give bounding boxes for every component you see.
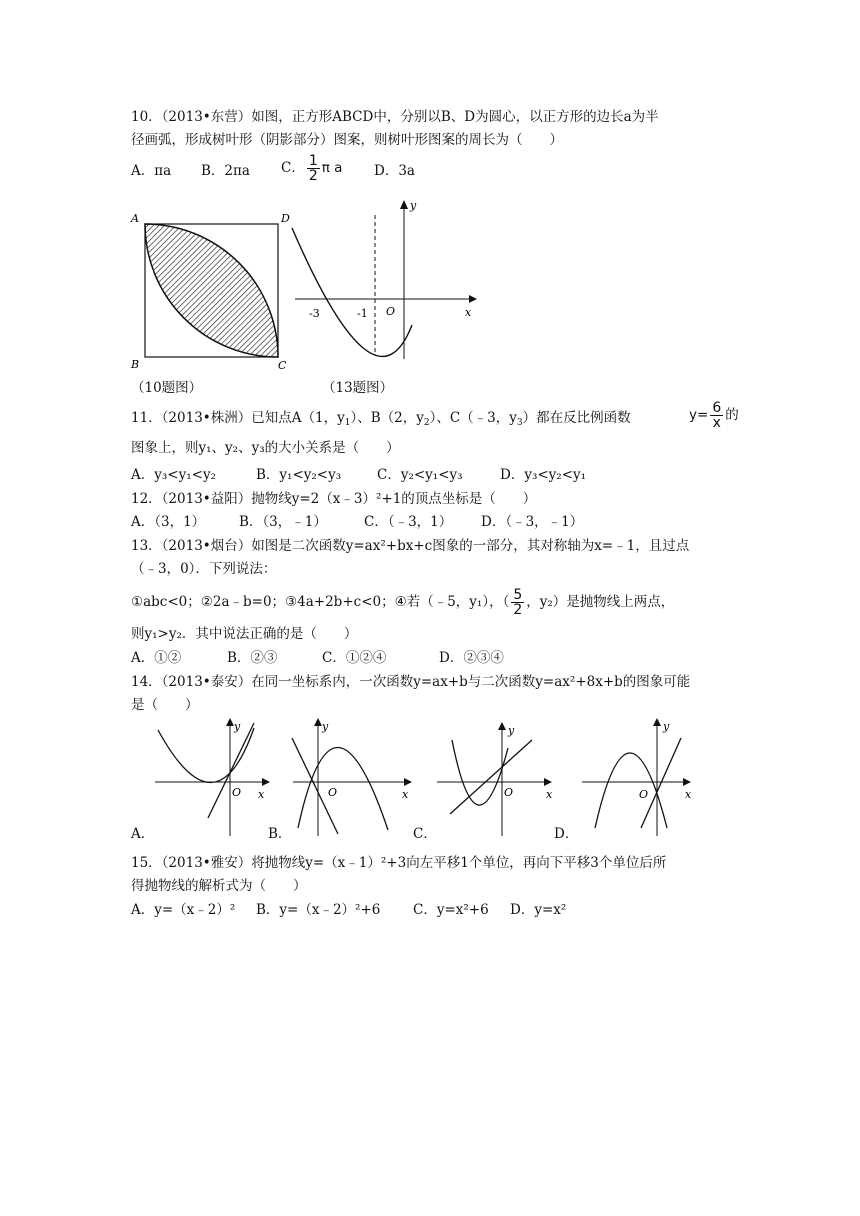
- origin-label: O: [504, 786, 514, 799]
- origin-label: O: [232, 786, 242, 799]
- q13-option-a: A．①②: [131, 650, 182, 666]
- q11-func-prefix: y=: [689, 407, 709, 423]
- y-axis-label: y: [322, 720, 329, 733]
- q13-line3-post: ，y₂）是抛物线上两点，: [526, 594, 675, 610]
- q10-option-c-den: 2: [308, 168, 318, 184]
- q12-line1: 12．（2013•益阳）抛物线y=2（x﹣3）²+1的顶点坐标是（ ）: [131, 491, 537, 507]
- q10-option-d: D．3a: [374, 163, 415, 179]
- q11-text-b: ）、B（2，y: [350, 410, 424, 426]
- q11-option-b: B．y₁<y₂<y₃: [256, 467, 342, 483]
- q11-line2: 图象上，则y₁、y₂、y₃的大小关系是（ ）: [131, 440, 400, 456]
- q15-option-d: D．y=x²: [510, 902, 567, 918]
- q13-option-b: B．②③: [227, 650, 278, 666]
- leaf-shaded-region: [145, 224, 278, 357]
- origin-label: O: [328, 786, 338, 799]
- q14-graph-b: [288, 718, 418, 838]
- origin-label: O: [639, 788, 649, 801]
- q11-sub1: 1: [344, 418, 351, 428]
- q11-option-c: C．y₂<y₁<y₃: [377, 467, 463, 483]
- figure-13-caption: （13题图）: [322, 380, 394, 396]
- line-graph: [450, 740, 532, 814]
- q11-func-tail: 的: [725, 407, 739, 423]
- q10-option-c-prefix: C．: [281, 160, 305, 176]
- q11-line1: [131, 409, 631, 432]
- q10-option-a: A．πa: [131, 163, 172, 179]
- y-axis-label: y: [410, 199, 417, 212]
- q10-line2: 径画弧，形成树叶形（阴影部分）图案，则树叶形图案的周长为（ ）: [131, 132, 563, 148]
- q15-line1: 15．（2013•雅安）将抛物线y=（x﹣1）²+3向左平移1个单位，再向下平移3个单位后所: [131, 855, 667, 871]
- q13-option-d: D．②③④: [439, 650, 504, 666]
- label-a: A: [131, 212, 139, 225]
- tick-label-neg3: -3: [309, 307, 320, 320]
- q11-function: [689, 401, 739, 430]
- q14-graph-d: [577, 718, 705, 838]
- q13-option-c: C．①②④: [322, 650, 387, 666]
- parabola-curve: [595, 753, 667, 828]
- q10-option-b: B．2πa: [201, 163, 250, 179]
- origin-label: O: [386, 305, 396, 318]
- q10-option-c-fraction: [307, 154, 320, 183]
- q12-option-c: C．（﹣3，1）: [364, 514, 453, 530]
- q12-option-b: B．（3，﹣1）: [239, 514, 327, 530]
- q11-func-num: 6: [712, 400, 722, 416]
- q10-option-c: [281, 154, 342, 183]
- q11-text-d: ）都在反比例函数: [522, 410, 631, 426]
- q12-option-d: D．（﹣3，﹣1）: [481, 514, 584, 530]
- x-axis-label: x: [402, 788, 409, 801]
- x-axis-label: x: [546, 788, 553, 801]
- q13-line2: （﹣3，0）．下列说法：: [131, 561, 277, 577]
- q11-option-d: D．y₃<y₂<y₁: [500, 467, 587, 483]
- parabola-curve: [158, 728, 254, 783]
- q15-option-b: B．y=（x﹣2）²+6: [256, 902, 381, 918]
- q15-option-a: A．y=（x﹣2）²: [131, 902, 236, 918]
- q14-graph-c: [432, 718, 560, 838]
- q10-option-c-suffix: π a: [321, 160, 343, 176]
- q14-line1: 14．（2013•泰安）在同一坐标系内，一次函数y=ax+b与二次函数y=ax²+8x+b的图象可能: [131, 674, 691, 690]
- figure-10-caption: （10题图）: [131, 380, 203, 396]
- q13-line4: 则y₁>y₂．其中说法正确的是（ ）: [131, 626, 358, 642]
- q13-frac-den: 2: [513, 602, 523, 618]
- x-axis-arrow: [469, 295, 477, 303]
- x-axis-label: x: [685, 788, 692, 801]
- q11-sub3: 3: [516, 418, 523, 428]
- q13-line3: [131, 588, 674, 617]
- q11-func-den: x: [712, 415, 721, 431]
- q11-text-c: ）、C（﹣3，y: [429, 410, 517, 426]
- x-axis-label: x: [258, 788, 265, 801]
- q13-frac-num: 5: [513, 587, 523, 603]
- x-axis-label: x: [465, 306, 472, 319]
- label-c: C: [278, 359, 287, 372]
- line-graph: [208, 723, 254, 818]
- tick-label-neg1: -1: [357, 307, 368, 320]
- y-axis-label: y: [508, 724, 515, 737]
- q14-line2: 是（ ）: [131, 697, 199, 713]
- q13-line1: 13．（2013•烟台）如图是二次函数y=ax²+bx+c图象的一部分，其对称轴为x=﹣1，且过点: [131, 538, 690, 554]
- q11-sub2: 2: [423, 418, 430, 428]
- q11-option-a: A．y₃<y₁<y₂: [131, 467, 216, 483]
- y-axis-arrow: [400, 200, 408, 209]
- q14-option-d: D．: [554, 826, 579, 842]
- q14-option-a: A．: [131, 826, 155, 842]
- parabola-curve: [452, 740, 508, 805]
- line-graph: [641, 738, 681, 828]
- q15-option-c: C．y=x²+6: [413, 902, 489, 918]
- q10-option-c-num: 1: [308, 153, 318, 169]
- figure-13-parabola: [285, 195, 485, 365]
- q13-line3-pre: ①abc<0；②2a﹣b=0；③4a+2b+c<0；④若（﹣5，y₁），（: [131, 594, 510, 610]
- q11-func-fraction: [710, 401, 723, 430]
- y-axis-label: y: [663, 720, 670, 733]
- q14-option-b: B．: [268, 826, 292, 842]
- parabola-curve: [292, 228, 412, 356]
- figure-10-square-leaf: [128, 205, 298, 375]
- parabola-curve: [298, 747, 388, 830]
- label-b: B: [131, 358, 140, 371]
- q14-option-c: C．: [413, 826, 437, 842]
- label-d: D: [281, 212, 290, 225]
- q13-fraction: [511, 588, 524, 617]
- q15-line2: 得抛物线的解析式为（ ）: [131, 878, 307, 894]
- q12-option-a: A．（3，1）: [131, 514, 206, 530]
- q11-text-a: 11．（2013•株洲）已知点A（1，y: [131, 410, 345, 426]
- y-axis-label: y: [234, 720, 241, 733]
- q10-line1: 10．（2013•东营）如图，正方形ABCD中，分别以B、D为圆心，以正方形的边长a为半: [131, 109, 659, 125]
- q14-graph-a: [150, 718, 278, 838]
